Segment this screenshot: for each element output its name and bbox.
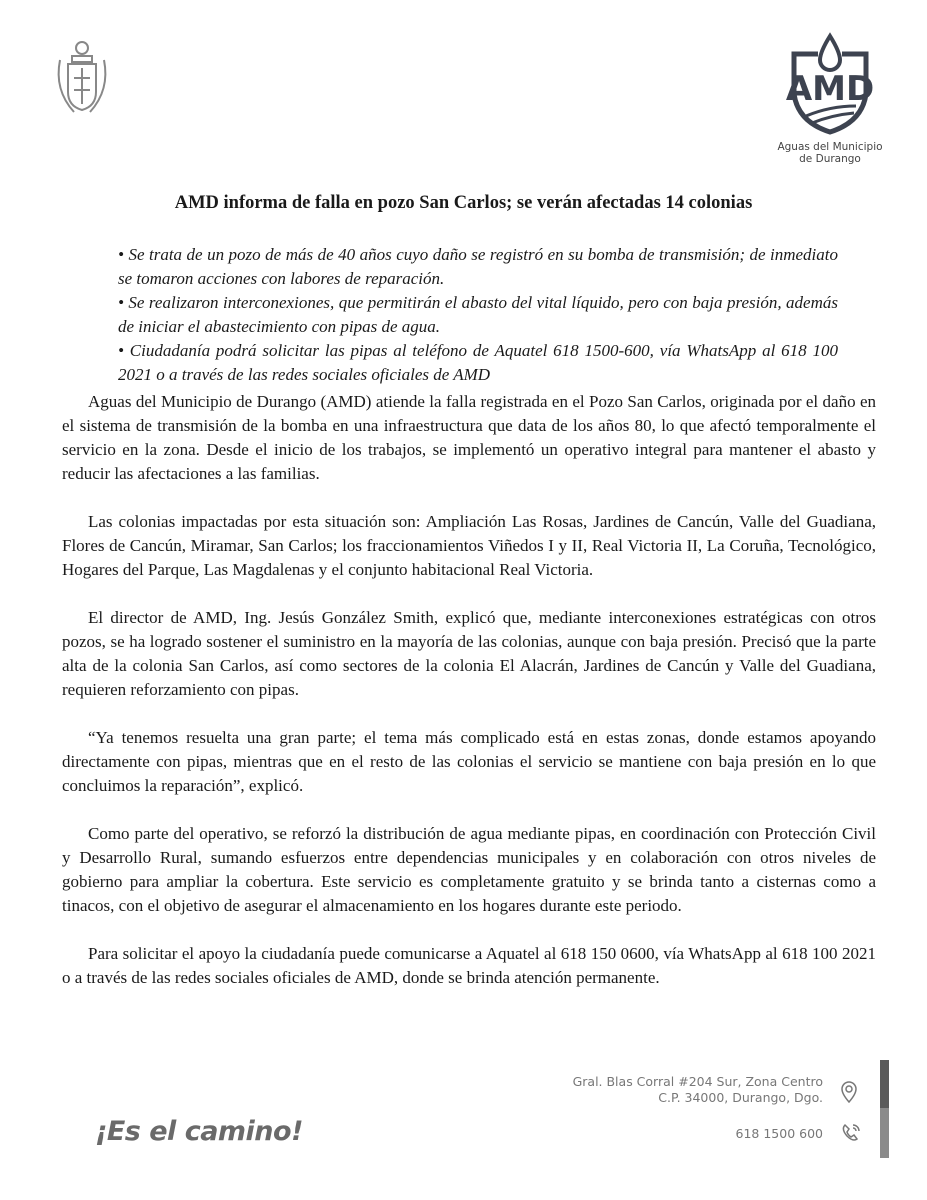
amd-logo-text: AMD	[785, 69, 875, 109]
summary-bullets	[118, 243, 838, 387]
bullet-item: • Se realizaron interconexiones, que permitirán el abasto del vital líquido, pero con baja presión, además de iniciar el abastecimiento con pipas de agua.	[118, 293, 838, 336]
logo-caption-line-2: de Durango	[799, 153, 861, 165]
bullet-icon: •	[118, 341, 130, 360]
footer-address	[573, 1074, 823, 1106]
municipal-crest-logo	[50, 38, 114, 118]
bullet-item: • Ciudadanía podrá solicitar las pipas al teléfono de Aquatel 618 1500-600, vía WhatsApp al 618 100 2021 o a través de las redes sociales oficiales de AMD	[118, 341, 838, 384]
footer-accent-bar-bottom	[880, 1108, 889, 1158]
paragraph: Como parte del operativo, se reforzó la distribución de agua mediante pipas, en coordinación con Protección Civil y Desarrollo Rural, sumando esfuerzos entre dependencias municipales y en colaboración con otros niveles de gobierno para ampliar la cobertura. Este servicio es completamente gratuito y se brinda tanto a cisternas como a tinacos, con el objetivo de asegurar el almacenamiento en los hogares durante este periodo.	[62, 824, 876, 915]
amd-shield-drop-icon	[780, 30, 880, 135]
bullet-icon: •	[118, 245, 129, 264]
address-line-1: Gral. Blas Corral #204 Sur, Zona Centro	[572, 1074, 823, 1089]
bullet-icon: •	[118, 293, 129, 312]
paragraph: Para solicitar el apoyo la ciudadanía puede comunicarse a Aquatel al 618 150 0600, vía WhatsApp al 618 100 2021 o a través de las redes sociales oficiales de AMD, donde se brinda atención permanente.	[62, 944, 876, 987]
phone-icon	[840, 1122, 862, 1144]
footer-accent-bar-top	[880, 1060, 889, 1108]
footer-phone: 618 1500 600	[735, 1126, 823, 1141]
press-release-title: AMD informa de falla en pozo San Carlos; se verán afectadas 14 colonias	[174, 193, 753, 213]
paragraph: El director de AMD, Ing. Jesús González Smith, explicó que, mediante interconexiones estratégicas con otros pozos, se ha logrado sostener el suministro en la mayoría de las colonias, aunque con baja presión. Precisó que la parte alta de la colonia San Carlos, así como sectores de la colonia El Alacrán, Jardines de Cancún y Valle del Guadiana, requieren reforzamiento con pipas.	[62, 608, 876, 699]
address-line-2: C.P. 34000, Durango, Dgo.	[658, 1090, 823, 1105]
amd-logo	[770, 30, 890, 165]
paragraph: Aguas del Municipio de Durango (AMD) atiende la falla registrada en el Pozo San Carlos, originada por el daño en el sistema de transmisión de la bomba en una infraestructura que data de los años 80, lo que afectó temporalmente el servicio en la zona. Desde el inicio de los trabajos, se implementó un operativo integral para mantener el abasto y reducir las afectaciones a las familias.	[62, 392, 876, 483]
article-body	[62, 390, 876, 1014]
paragraph: “Ya tenemos resuelta una gran parte; el tema más complicado está en estas zonas, donde estamos apoyando directamente con pipas, mientras que en el resto de las colonias el servicio se mantiene con baja presión en lo que concluimos la reparación”, explicó.	[62, 728, 876, 795]
slogan: ¡Es el camino!	[95, 1116, 303, 1147]
paragraph: Las colonias impactadas por esta situación son: Ampliación Las Rosas, Jardines de Cancún, Valle del Guadiana, Flores de Cancún, Miramar, San Carlos; los fraccionamientos Viñedos I y II, Real Victoria II, La Coruña, Tecnológico, Hogares del Parque, Las Magdalenas y el conjunto habitacional Real Victoria.	[62, 512, 876, 579]
bullet-item: • Se trata de un pozo de más de 40 años cuyo daño se registró en su bomba de transmisión; de inmediato se tomaron acciones con labores de reparación.	[118, 245, 839, 288]
logo-caption-line-1: Aguas del Municipio	[777, 141, 883, 153]
location-pin-icon	[840, 1080, 858, 1104]
